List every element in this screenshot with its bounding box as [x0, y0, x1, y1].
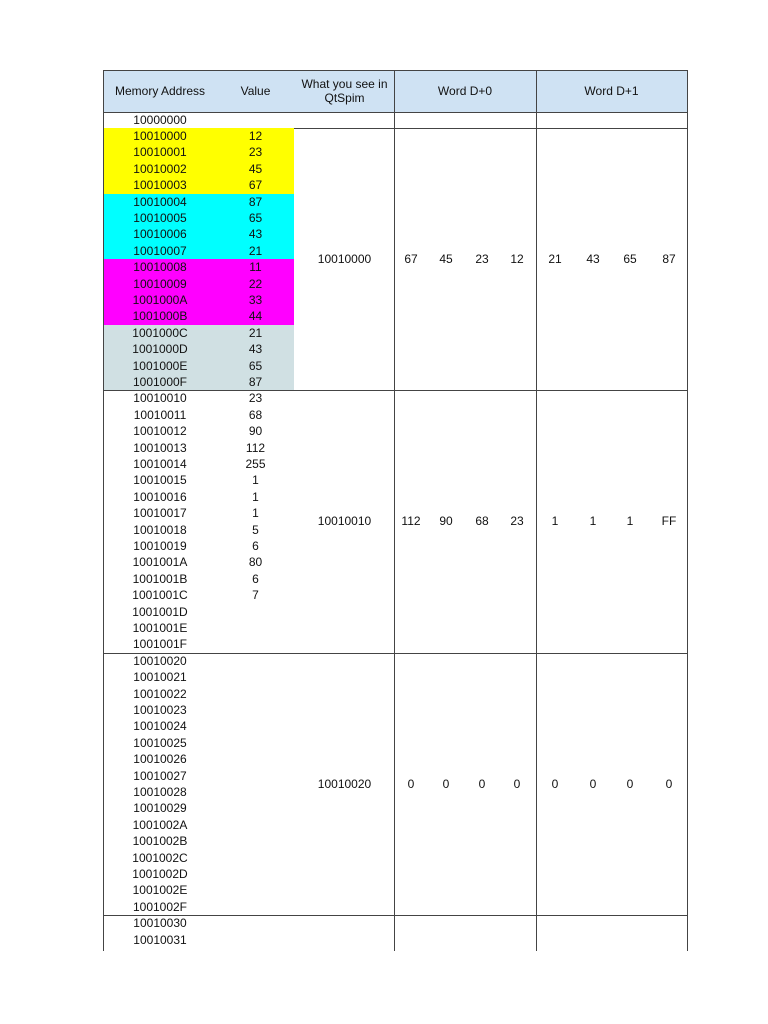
value-cell [217, 899, 294, 915]
value-cell [217, 604, 294, 620]
address-cell: 10010010 [133, 391, 187, 406]
address-cell: 10010022 [133, 686, 187, 701]
address-cell: 10010018 [133, 522, 187, 537]
value-cell: 5 [252, 522, 259, 537]
word-d0-byte: 23 [510, 514, 524, 529]
value-cell [217, 866, 294, 882]
address-cell: 10010014 [133, 457, 187, 471]
value-cell: 43 [248, 227, 263, 242]
address-cell: 10010004 [133, 194, 187, 209]
value-cell: 21 [248, 243, 263, 258]
address-cell: 1001001C [132, 588, 188, 603]
value-cell [217, 768, 294, 784]
address-cell: 1001000F [132, 375, 188, 389]
value-cell: 6 [252, 539, 259, 553]
value-cell-first [217, 112, 294, 129]
address-cell: 1001001F [132, 637, 188, 652]
value-cell [217, 636, 294, 652]
value-cell: 87 [248, 375, 263, 389]
word-d0-byte: 67 [404, 251, 418, 266]
qtspim-address-cell [295, 915, 394, 948]
word-d1-byte: 21 [548, 251, 562, 266]
address-cell: 1001001A [132, 555, 188, 570]
address-cell: 10010016 [133, 489, 187, 504]
value-cell: 68 [248, 407, 263, 422]
value-cell: 45 [248, 161, 263, 176]
header-what-you-see: What you see in QtSpim [301, 77, 388, 105]
value-cell: 80 [248, 555, 263, 570]
address-cell: 10010013 [133, 440, 187, 455]
value-cell: 44 [248, 309, 263, 324]
address-cell: 10010030 [133, 916, 187, 931]
value-cell [217, 850, 294, 866]
qtspim-address-cell: 10010020 [317, 776, 372, 791]
value-cell [217, 718, 294, 734]
address-cell: 10010031 [133, 932, 187, 947]
qtspim-address-cell: 10010010 [317, 514, 372, 529]
address-cell: 10010007 [133, 243, 187, 258]
address-cell: 10010019 [133, 539, 187, 553]
address-cell: 10010002 [133, 161, 187, 176]
word-d0-byte: 0 [478, 776, 486, 791]
word-d1-byte: 43 [586, 251, 600, 266]
address-cell: 10010023 [133, 703, 187, 717]
word-d1-byte: 1 [589, 514, 597, 529]
value-cell [217, 669, 294, 685]
border-header-bottom [103, 112, 687, 113]
value-cell: 65 [248, 211, 263, 225]
border-word-divider [536, 70, 537, 951]
word-d1-byte: 0 [551, 776, 559, 791]
word-d0-byte: 45 [439, 251, 453, 266]
word-d1-byte: 0 [665, 776, 673, 791]
header-word-d0: Word D+0 [437, 84, 493, 98]
value-cell [217, 833, 294, 849]
value-cell [217, 915, 294, 931]
value-cell: 65 [248, 358, 263, 373]
word-d1-byte: 65 [623, 251, 637, 266]
word-d0-byte: 12 [510, 251, 524, 266]
header-word-d1: Word D+1 [584, 84, 639, 98]
address-cell: 10010029 [133, 801, 187, 816]
border-right [687, 70, 688, 951]
word-d0-byte: 112 [401, 514, 421, 529]
border-top [103, 70, 687, 71]
word-d1-byte: 1 [551, 514, 559, 529]
value-cell: 6 [252, 571, 259, 586]
address-cell: 1001002B [132, 834, 188, 849]
value-cell: 255 [245, 457, 266, 471]
word-d0-byte: 23 [475, 251, 489, 266]
address-cell: 10010011 [133, 407, 187, 422]
address-cell: 10010027 [133, 768, 187, 783]
address-cell: 1001002F [132, 899, 188, 914]
value-cell [217, 817, 294, 833]
value-cell: 33 [248, 293, 263, 307]
address-cell: 1001001D [132, 604, 188, 619]
word-d1-byte: 1 [626, 514, 634, 529]
address-cell: 1001002C [132, 850, 188, 865]
address-cell: 1001000E [132, 358, 188, 373]
address-cell-first: 10000000 [133, 113, 187, 127]
value-cell: 21 [248, 325, 263, 340]
value-cell: 7 [252, 588, 259, 603]
address-cell: 10010021 [133, 670, 187, 685]
address-cell: 10010020 [133, 653, 187, 668]
value-cell [217, 653, 294, 669]
address-cell: 10010026 [133, 752, 187, 767]
address-cell: 1001000A [132, 293, 188, 307]
word-d0-byte: 68 [475, 514, 489, 529]
address-cell: 10010024 [133, 719, 187, 734]
value-cell [217, 735, 294, 751]
border-left [103, 70, 104, 951]
address-cell: 10010025 [133, 735, 187, 750]
address-cell: 10010017 [133, 506, 187, 521]
address-cell: 10010008 [133, 260, 187, 275]
word-d0-byte: 0 [513, 776, 521, 791]
address-cell: 1001002A [132, 817, 188, 832]
value-cell: 22 [248, 276, 263, 291]
address-cell: 1001000D [132, 342, 188, 357]
value-cell [217, 882, 294, 898]
value-cell: 12 [248, 129, 263, 143]
value-cell: 23 [248, 391, 263, 406]
value-cell [217, 620, 294, 636]
address-cell: 10010009 [133, 276, 187, 291]
address-cell: 10010000 [133, 129, 187, 143]
value-cell: 1 [252, 506, 259, 521]
address-cell: 1001002D [132, 867, 188, 881]
value-cell: 67 [248, 178, 263, 193]
address-cell: 1001001B [132, 571, 188, 586]
value-cell: 11 [249, 260, 262, 275]
value-cell [217, 751, 294, 767]
qtspim-address-cell: 10010000 [317, 251, 372, 266]
word-d0-byte: 90 [439, 514, 453, 529]
address-cell: 10010012 [133, 424, 187, 439]
value-cell [217, 932, 294, 948]
address-cell: 10010015 [133, 473, 187, 488]
value-cell [217, 784, 294, 800]
header-memory-address: Memory Address [114, 84, 206, 98]
word-d0-byte: 0 [407, 776, 415, 791]
value-cell: 1 [252, 489, 259, 504]
value-cell: 90 [248, 424, 263, 439]
word-d1-byte: FF [661, 514, 677, 529]
word-d1-byte: 0 [589, 776, 597, 791]
value-cell: 1 [252, 473, 259, 488]
value-cell: 43 [248, 342, 263, 357]
border-qtspim-left [394, 70, 395, 951]
address-cell: 1001000B [132, 309, 188, 324]
address-cell: 10010003 [133, 178, 187, 193]
header-value: Value [240, 84, 271, 98]
address-cell: 1001002E [132, 883, 188, 898]
word-d1-byte: 87 [662, 251, 676, 266]
address-cell: 1001000C [132, 325, 188, 340]
address-cell: 10010005 [133, 211, 187, 225]
value-cell [217, 800, 294, 816]
address-cell: 10010006 [133, 227, 187, 242]
value-cell [217, 686, 294, 702]
value-cell [217, 702, 294, 718]
word-d0-byte: 0 [442, 776, 450, 791]
value-cell: 112 [245, 440, 266, 455]
value-cell: 87 [248, 194, 263, 209]
word-d1-byte: 0 [626, 776, 634, 791]
address-cell: 1001001E [132, 621, 188, 635]
value-cell: 23 [248, 145, 263, 160]
address-cell: 10010001 [133, 145, 187, 160]
address-cell: 10010028 [133, 785, 187, 799]
